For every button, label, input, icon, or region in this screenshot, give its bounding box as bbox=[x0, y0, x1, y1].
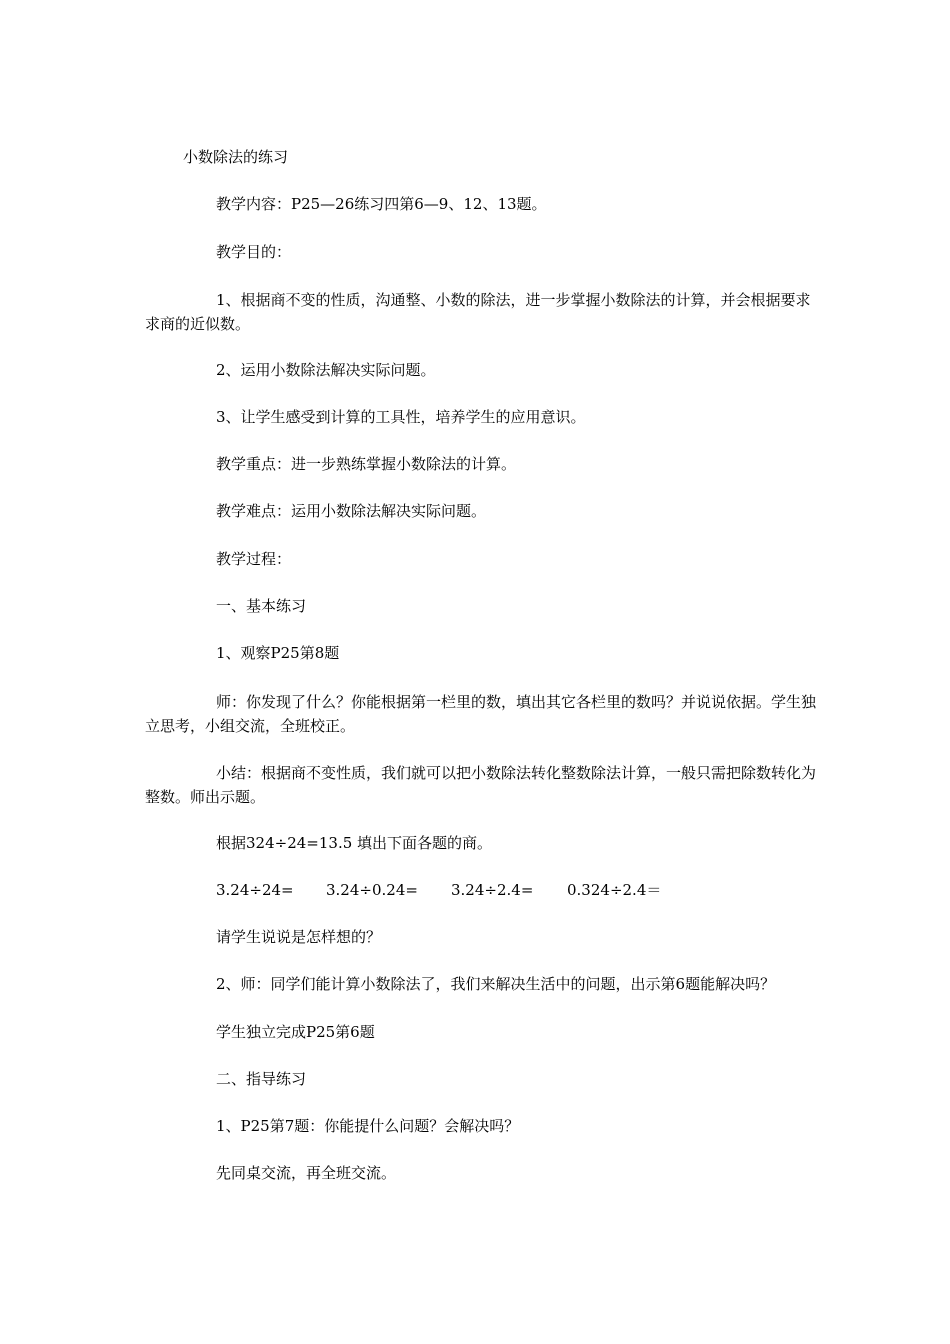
equation-4: 0.324÷2.4＝ bbox=[567, 881, 662, 899]
section-guided-practice: 二、指导练习 bbox=[216, 1070, 307, 1088]
equation-1: 3.24÷24= bbox=[216, 881, 294, 899]
teaching-goal-2: 2、运用小数除法解决实际问题。 bbox=[216, 361, 436, 379]
teacher-question-paragraph: 师：你发现了什么？你能根据第一栏里的数，填出其它各栏里的数吗？并说说依据。学生独立思考，小组交流，全班校正。 bbox=[145, 693, 817, 735]
teaching-difficulty: 教学难点：运用小数除法解决实际问题。 bbox=[216, 502, 487, 520]
equation-3: 3.24÷2.4= bbox=[451, 881, 534, 899]
given-equation-instruction: 根据324÷24=13.5 填出下面各题的商。 bbox=[216, 834, 493, 852]
practice-item-1: 1、观察P25第8题 bbox=[216, 644, 340, 662]
guided-item-1: 1、P25第7题：你能提什么问题？会解决吗？ bbox=[216, 1117, 520, 1135]
ask-students: 请学生说说是怎样想的？ bbox=[216, 928, 382, 946]
section-basic-practice: 一、基本练习 bbox=[216, 597, 307, 615]
summary-paragraph: 小结：根据商不变性质，我们就可以把小数除法转化整数除法计算，一般只需把除数转化为整数。师出示题。 bbox=[145, 764, 817, 806]
document-title: 小数除法的练习 bbox=[183, 148, 289, 166]
teaching-process-heading: 教学过程： bbox=[216, 550, 292, 568]
teaching-goal-3: 3、让学生感受到计算的工具性，培养学生的应用意识。 bbox=[216, 408, 586, 426]
teaching-content: 教学内容：P25—26练习四第6—9、12、13题。 bbox=[216, 195, 547, 213]
teaching-key-point: 教学重点：进一步熟练掌握小数除法的计算。 bbox=[216, 455, 517, 473]
exchange-note: 先同桌交流，再全班交流。 bbox=[216, 1164, 397, 1182]
teaching-goal-1: 1、根据商不变的性质，沟通整、小数的除法，进一步掌握小数除法的计算，并会根据要求求商的近似数。 bbox=[145, 291, 811, 333]
teaching-goal-heading: 教学目的： bbox=[216, 243, 292, 261]
practice-item-2: 2、师：同学们能计算小数除法了，我们来解决生活中的问题，出示第6题能解决吗？ bbox=[216, 975, 776, 993]
independent-work: 学生独立完成P25第6题 bbox=[216, 1023, 375, 1041]
equation-2: 3.24÷0.24= bbox=[326, 881, 418, 899]
